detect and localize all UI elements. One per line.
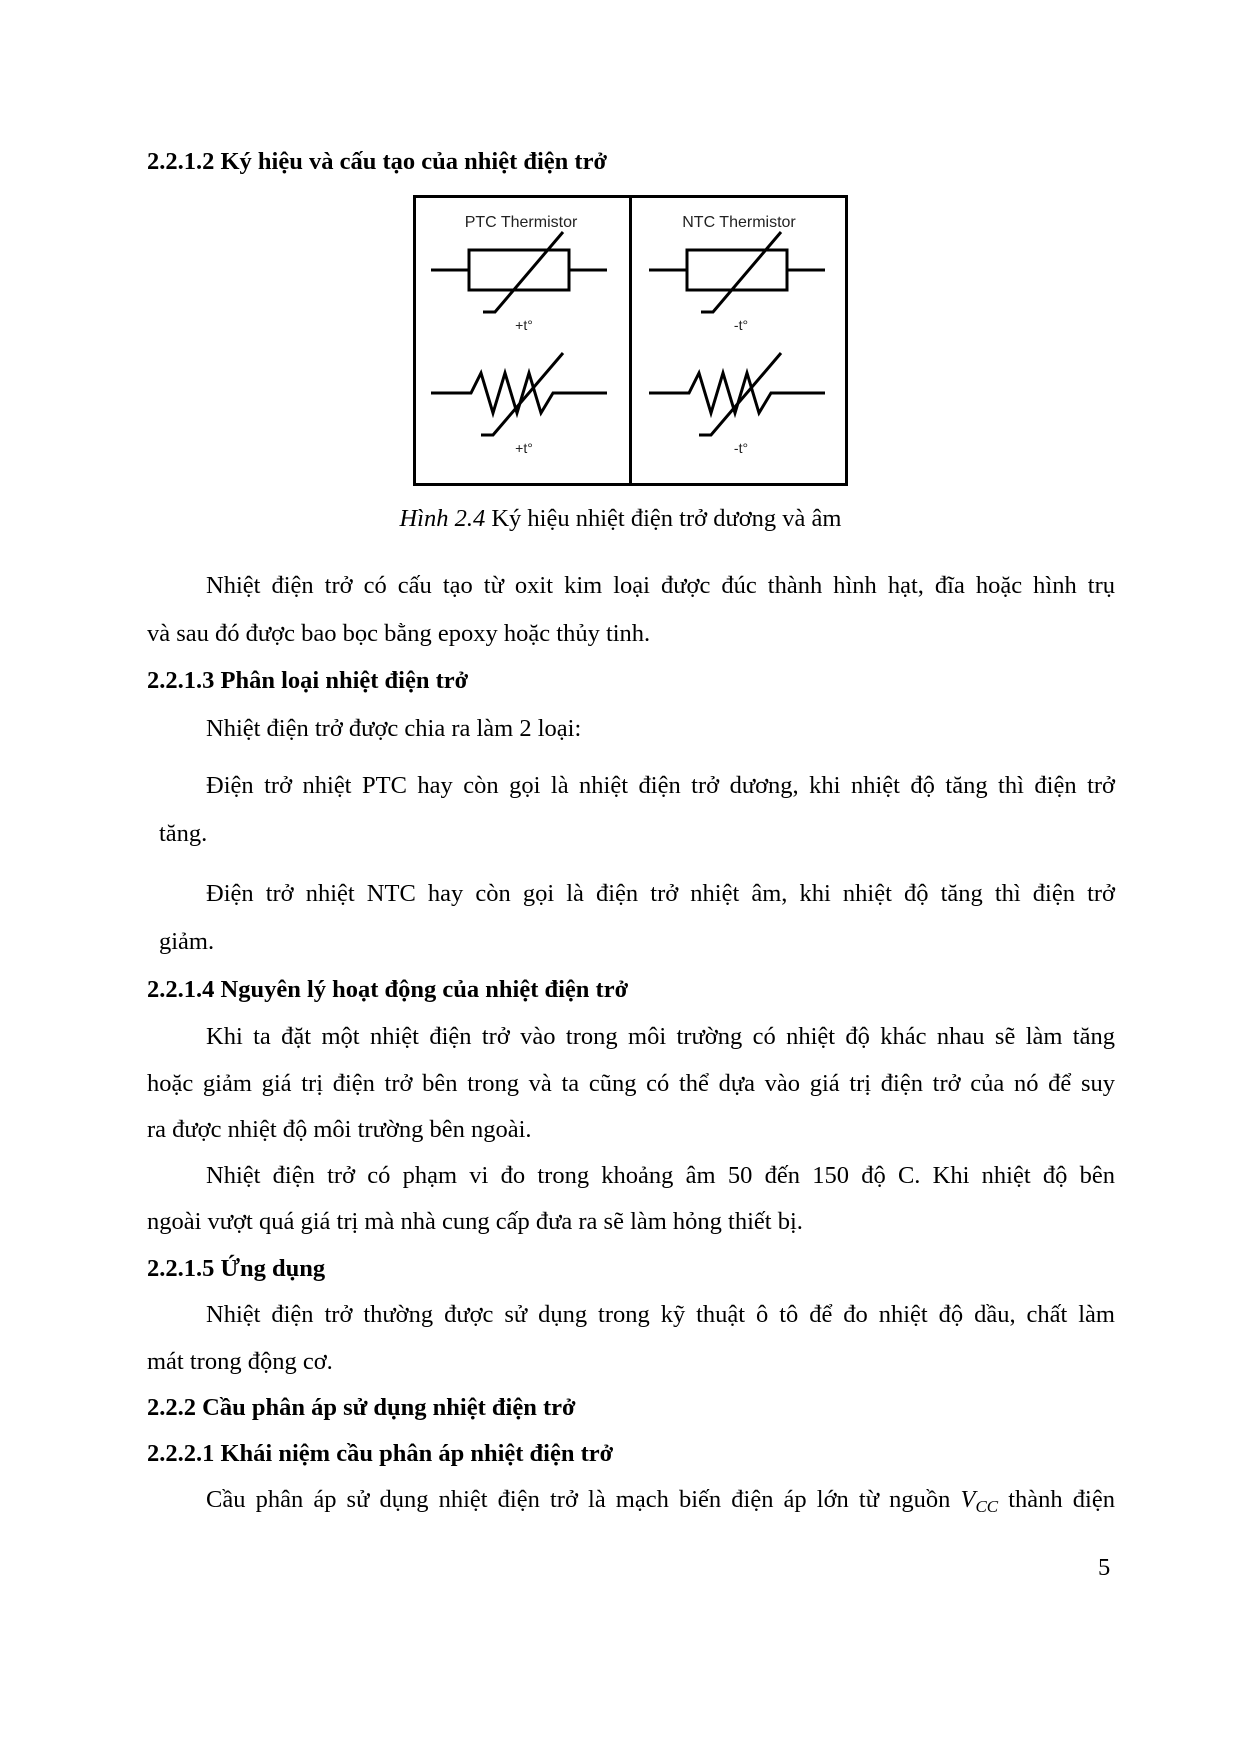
divider-text-after: thành điện	[998, 1486, 1115, 1513]
paragraph-application-line-1: Nhiệt điện trở thường được sử dụng trong kỹ thuật ô tô để đo nhiệt độ dầu, chất làm	[206, 1301, 1115, 1328]
section-heading-2-2-1-5: 2.2.1.5 Ứng dụng	[147, 1255, 326, 1282]
ntc-box-symbol	[649, 232, 825, 312]
section-heading-2-2-2-1: 2.2.2.1 Khái niệm cầu phân áp nhiệt điện trở	[147, 1440, 614, 1467]
ntc-box-label: -t°	[733, 317, 749, 333]
ntc-zigzag-symbol	[649, 353, 825, 435]
ntc-zigzag-label: -t°	[733, 440, 749, 456]
paragraph-classification: Nhiệt điện trở được chia ra làm 2 loại:	[206, 715, 582, 742]
paragraph-ntc-line-1: Điện trở nhiệt NTC hay còn gọi là điện trở nhiệt âm, khi nhiệt độ tăng thì điện trở	[206, 880, 1115, 907]
divider-text-before: Cầu phân áp sử dụng nhiệt điện trở là mạch biến điện áp lớn từ nguồn	[206, 1486, 961, 1513]
caption-label: Hình 2.4	[399, 505, 486, 532]
paragraph-principle-line-1: Khi ta đặt một nhiệt điện trở vào trong môi trường có nhiệt độ khác nhau sẽ làm tăng	[206, 1023, 1115, 1050]
section-heading-2-2-1-4: 2.2.1.4 Nguyên lý hoạt động của nhiệt điện trở	[147, 976, 629, 1003]
paragraph-range-line-2: ngoài vượt quá giá trị mà nhà cung cấp đưa ra sẽ làm hỏng thiết bị.	[147, 1208, 803, 1235]
ptc-zigzag-symbol	[431, 353, 607, 435]
page-number: 5	[1098, 1554, 1111, 1581]
paragraph-structure-line-1: Nhiệt điện trở có cấu tạo từ oxit kim loại được đúc thành hình hạt, đĩa hoặc hình trụ	[206, 572, 1115, 599]
section-heading-2-2-1-3: 2.2.1.3 Phân loại nhiệt điện trở	[147, 667, 469, 694]
ptc-box-symbol	[431, 232, 607, 312]
paragraph-ptc-line-1: Điện trở nhiệt PTC hay còn gọi là nhiệt điện trở dương, khi nhiệt độ tăng thì điện trở	[206, 772, 1115, 799]
caption-text: Ký hiệu nhiệt điện trở dương và âm	[485, 505, 842, 532]
section-heading-2-2-1-2: 2.2.1.2 Ký hiệu và cấu tạo của nhiệt điện trở	[147, 148, 608, 175]
ptc-zigzag-label: +t°	[515, 440, 533, 456]
ptc-title: PTC Thermistor	[464, 214, 578, 231]
vcc-symbol: $V_{CC}$	[960, 1486, 999, 1516]
paragraph-range-line-1: Nhiệt điện trở có phạm vi đo trong khoảng âm 50 đến 150 độ C. Khi nhiệt độ bên	[206, 1162, 1115, 1189]
paragraph-ntc-line-2: giảm.	[159, 928, 215, 955]
paragraph-principle-line-3: ra được nhiệt độ môi trường bên ngoài.	[147, 1116, 532, 1143]
paragraph-structure-line-2: và sau đó được bao bọc bằng epoxy hoặc thủy tinh.	[147, 620, 651, 647]
thermistor-symbol-figure	[413, 195, 848, 486]
paragraph-application-line-2: mát trong động cơ.	[147, 1348, 333, 1375]
ptc-box-label: +t°	[515, 317, 533, 333]
figure-caption	[0, 504, 1241, 534]
paragraph-ptc-line-2: tăng.	[159, 820, 208, 847]
paragraph-divider-line-1	[206, 1485, 1115, 1517]
paragraph-principle-line-2: hoặc giảm giá trị điện trở bên trong và ta cũng có thể dựa vào giá trị điện trở của nó để suy	[147, 1070, 1115, 1097]
section-heading-2-2-2: 2.2.2 Cầu phân áp sử dụng nhiệt điện trở	[147, 1394, 576, 1421]
ntc-title: NTC Thermistor	[682, 214, 796, 231]
